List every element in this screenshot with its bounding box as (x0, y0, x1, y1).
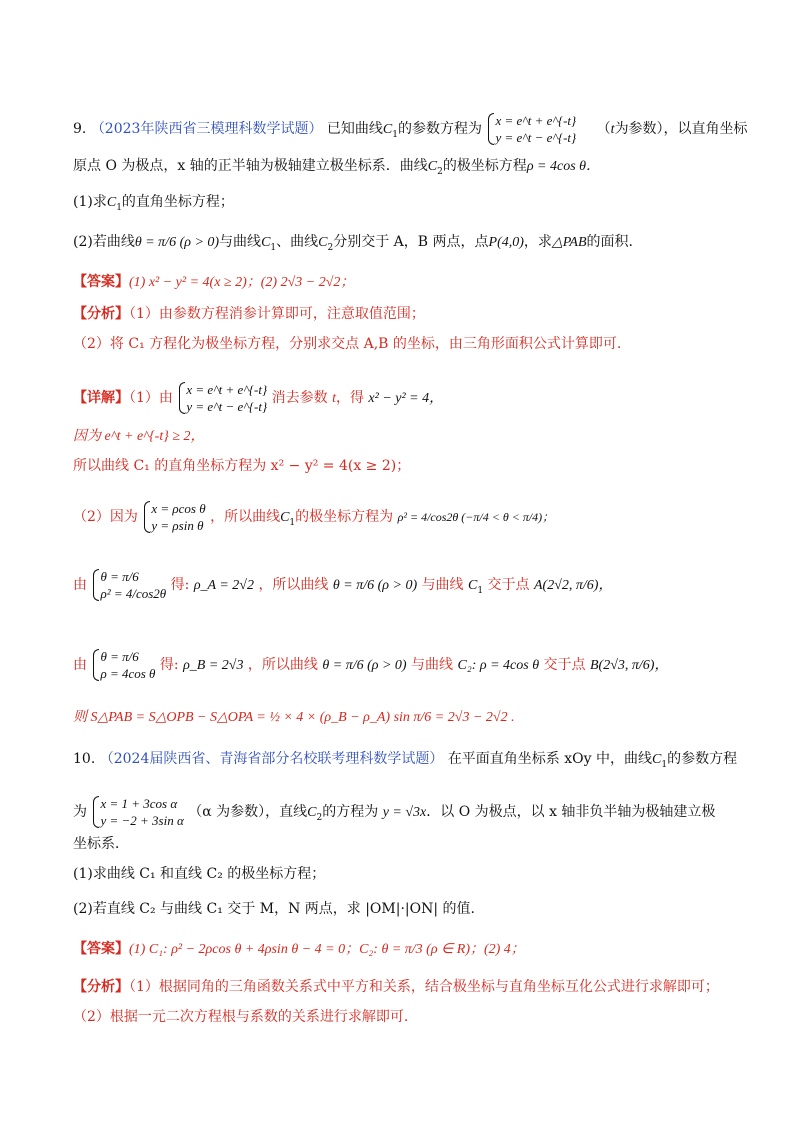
q10-stem-line2: 为 x = 1 + 3cos α y = −2 + 3sin α （α 为参数），直线$C_2$的方程为 y = √3x．以 O 为极点，以 x 轴非负半轴为极轴建立极 (73, 796, 716, 828)
curve-c1: C (382, 122, 393, 137)
detail-label: 【详解】 (73, 390, 129, 406)
question-number: 10. (73, 751, 96, 767)
q10-part1: (1)求曲线 C₁ 和直线 C₂ 的极坐标方程； (73, 866, 326, 882)
q10-stem-line3: 坐标系． (73, 836, 129, 852)
q9-detail-3: 所以曲线 C₁ 的直角坐标方程为 x² − y² = 4(x ≥ 2)； (73, 458, 411, 474)
answer-label: 【答案】 (73, 274, 129, 290)
analysis-label: 【分析】 (73, 306, 129, 322)
q9-part2: (2)若曲线θ = π/6 (ρ > 0)与曲线$C_1$、曲线$C_2$分别交于 A，B 两点，点P(4,0)，求△PAB的面积. (73, 234, 633, 253)
question-number: 9. (73, 121, 87, 137)
q9-analysis-1: 【分析】（1）由参数方程消参计算即可，注意取值范围； (73, 306, 425, 322)
question-source: （2023年陕西省三模理科数学试题） (90, 121, 323, 137)
q9-detail-7: 则 S△PAB = S△OPB − S△OPA = ½ × 4 × (ρ_B − ρ_A) sin π/6 = 2√3 − 2√2 . (73, 710, 515, 725)
question-source: （2024届陕西省、青海省部分名校联考理科数学试题） (99, 751, 444, 767)
stem-text: 的极坐标方程 (442, 158, 527, 174)
ray-equation: θ = π/6 (ρ > 0) (134, 235, 220, 250)
q9-stem-line2: 原点 O 为极点，x 轴的正半轴为极轴建立极坐标系．曲线$C_2$的极坐标方程ρ = 4cos θ． (73, 158, 601, 177)
q9-detail-1: 【详解】（1）由 x = e^t + e^{-t} y = e^t − e^{-t} 消去参数 t，得 x² − y² = 4， (73, 382, 444, 414)
q9-analysis-2: （2）将 C₁ 方程化为极坐标方程，分别求交点 A,B 的坐标，由三角形面积公式计算即可. (73, 336, 622, 352)
q9-part1: (1)求$C_1$的直角坐标方程； (73, 194, 234, 213)
q9-detail-6: 由 θ = π/6 ρ = 4cos θ 得: ρ_B = 2√3 ，所以曲线 θ = π/6 (ρ > 0) 与曲线 C₂: ρ = 4cos θ 交于点 B(2√3, π/6)， (73, 649, 669, 681)
q9-detail-4: （2）因为 x = ρcos θ y = ρsin θ ，所以曲线$C_1$的极坐标方程为 ρ² = 4/cos2θ (−π/4 < θ < π/4)； (73, 501, 555, 533)
stem-text: 原点 O 为极点，x 轴的正半轴为极轴建立极坐标系．曲线 (73, 158, 428, 174)
q10-answer (73, 940, 525, 959)
analysis-label: 【分析】 (73, 979, 129, 995)
q9-detail-2: 因为 e^t + e^{-t} ≥ 2， (73, 429, 205, 444)
q10-analysis-1: 【分析】（1）根据同角的三角函数关系式中平方和关系，结合极坐标与直角坐标互化公式进行求解即可； (73, 979, 719, 995)
stem-text: 为参数），以直角坐标 (614, 121, 748, 137)
param-system: x = 1 + 3cos α y = −2 + 3sin α (91, 795, 183, 829)
param-system: x = e^t + e^{-t} y = e^t − e^{-t} (177, 381, 267, 415)
param-system: x = e^t + e^{-t} y = e^t − e^{-t} (486, 112, 576, 146)
answer-label: 【答案】 (73, 941, 129, 957)
q9-stem-line1: 9. （2023年陕西省三模理科数学试题） 已知曲线$C_1$的参数方程为 x = e^t + e^{-t} y = e^t − e^{-t} （t为参数），以直角坐标 (73, 113, 748, 145)
polar-equation: ρ = 4cos θ． (526, 159, 601, 174)
answer-text: (1) x² − y² = 4(x ≥ 2)；(2) 2√3 − 2√2； (129, 275, 355, 290)
q9-detail-5: 由 θ = π/6 ρ² = 4/cos2θ 得: ρ_A = 2√2 ，所以曲线 θ = π/6 (ρ > 0) 与曲线 $C_1$ 交于点 A(2√2, π/6)， (73, 569, 613, 601)
q9-answer (73, 273, 354, 292)
q10-stem-line1: 10. （2024届陕西省、青海省部分名校联考理科数学试题） 在平面直角坐标系 xOy 中，曲线$C_1$的参数方程 (73, 751, 738, 770)
stem-text: 的参数方程为 (397, 121, 482, 137)
q10-analysis-2: （2）根据一元二次方程根与系数的关系进行求解即可. (73, 1009, 409, 1025)
stem-text: 已知曲线 (326, 121, 383, 137)
q10-part2: (2)若直线 C₂ 与曲线 C₁ 交于 M，N 两点，求 |OM|·|ON| 的值. (73, 901, 475, 917)
answer-text: (1) C₁: ρ² − 2ρcos θ + 4ρsin θ − 4 = 0；C₂: θ = π/3 (ρ ∈ R)；(2) 4； (129, 942, 525, 957)
